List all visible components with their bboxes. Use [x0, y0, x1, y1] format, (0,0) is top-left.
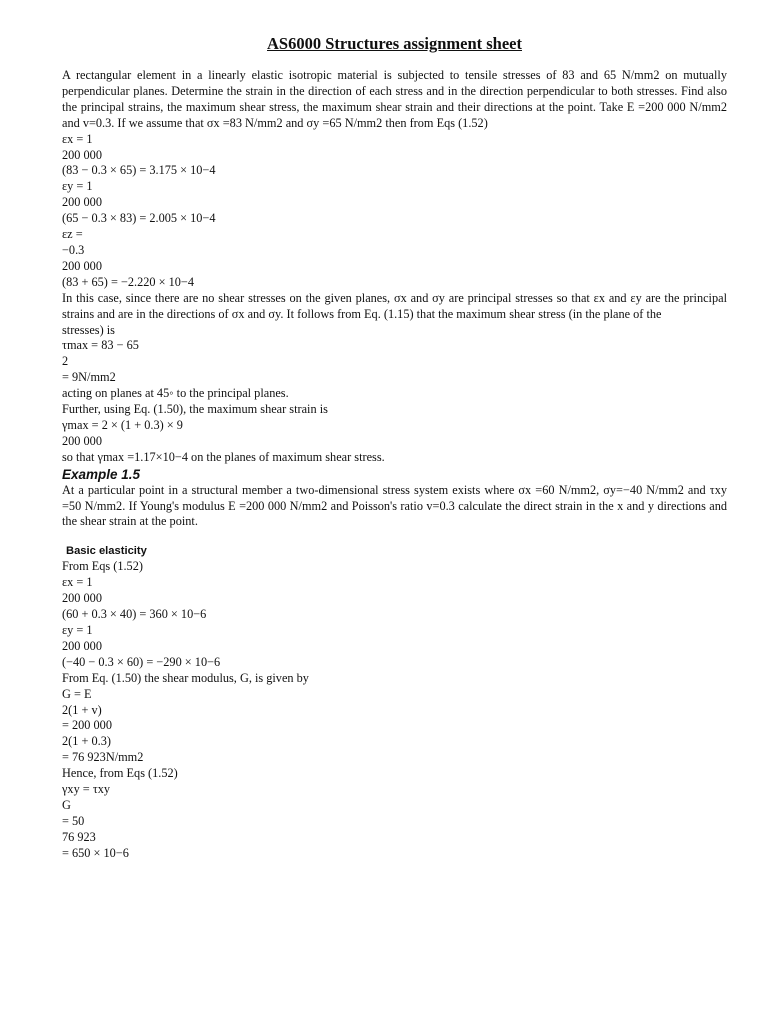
strain-x-denominator: 200 000 [62, 147, 102, 162]
strain-y-expression: (65 − 0.3 × 83) = 2.005 × 10−4 [62, 211, 216, 226]
solution-1 [62, 132, 727, 466]
max-shear-stress-label: τmax = 83 − 65 [62, 338, 139, 353]
so-that-line: so that γmax =1.17×10−4 on the planes of maximum shear stress. [62, 449, 385, 464]
strain-y-label: εy = 1 [62, 623, 93, 637]
acting-planes-line: acting on planes at 45◦ to the principal planes. [62, 386, 289, 401]
example-heading: Example 1.5 [62, 466, 141, 482]
further-line: Further, using Eq. (1.50), the maximum shear strain is [62, 402, 328, 417]
shear-strain-denominator: G [62, 797, 71, 812]
max-shear-strain-denominator: 200 000 [62, 433, 102, 448]
strain-y-expression: (−40 − 0.3 × 60) = −290 × 10−6 [62, 654, 221, 669]
principal-strain-paragraph: In this case, since there are no shear stresses on the given planes, σx and σy are principal stresses so that εx and εy are the principal strains and are in the directions of σx and σy. It follows from Eq. (1.15) that the maximum shear stress (in the plane of the [62, 290, 727, 321]
strain-y-denominator: 200 000 [62, 638, 102, 653]
shear-strain-label: γxy = τxy [62, 782, 111, 797]
hence-line: Hence, from Eqs (1.52) [62, 766, 178, 781]
example-text: At a particular point in a structural member a two-dimensional stress system exists where σx =60 N/mm2, σy=−40 N/mm2 and τxy =50 N/mm2. If Young's modulus E =200 000 N/mm2 and Poisson's ratio v=0.3 calculate the direct strain in the x and y directions and the shear strain at the point. [62, 482, 727, 529]
solution-2 [62, 559, 727, 861]
strain-x-expression: (83 − 0.3 × 65) = 3.175 × 10−4 [62, 163, 216, 178]
strain-x-label: εx = 1 [62, 575, 93, 590]
strain-y-label: εy = 1 [62, 179, 93, 194]
shear-strain-result: = 650 × 10−6 [62, 845, 129, 860]
strain-z-label: εz = [62, 227, 83, 242]
strain-z-numerator: −0.3 [62, 242, 85, 257]
strain-y-denominator: 200 000 [62, 195, 102, 210]
max-shear-stress-denominator: 2 [62, 354, 69, 369]
strain-x-label: εx = 1 [62, 131, 93, 146]
document-page [62, 34, 727, 862]
max-shear-strain-label: γmax = 2 × (1 + 0.3) × 9 [62, 417, 183, 432]
shear-modulus-label: G = E [62, 686, 92, 701]
strain-x-denominator: 200 000 [62, 591, 102, 606]
problem-intro: A rectangular element in a linearly elastic isotropic material is subjected to tensile stresses of 83 and 65 N/mm2 on mutually perpendicular planes. Determine the strain in the direction of each stress and in the direction perpendicular to both stresses. Find also the principal strains, the maximum shear stress, the maximum shear strain and their directions at the point. Take E =200 000 N/mm2 and v=0.3. If we assume that σx =83 N/mm2 and σy =65 N/mm2 then from Eqs (1.52) [62, 68, 727, 130]
shear-modulus-result: = 76 923N/mm2 [62, 750, 144, 765]
shear-modulus-numerator-value: = 200 000 [62, 718, 112, 733]
from-eqs-line: From Eqs (1.52) [62, 559, 143, 574]
stresses-is-line: stresses) is [62, 322, 115, 337]
shear-modulus-intro: From Eq. (1.50) the shear modulus, G, is given by [62, 670, 309, 685]
page-title: AS6000 Structures assignment sheet [267, 34, 522, 53]
strain-z-denominator: 200 000 [62, 258, 102, 273]
strain-x-expression: (60 + 0.3 × 40) = 360 × 10−6 [62, 607, 207, 622]
shear-strain-denominator-value: 76 923 [62, 829, 96, 844]
shear-modulus-denominator-value: 2(1 + 0.3) [62, 734, 111, 749]
shear-modulus-denominator: 2(1 + v) [62, 702, 102, 717]
max-shear-stress-result: = 9N/mm2 [62, 370, 116, 385]
section-heading: Basic elasticity [66, 545, 147, 558]
strain-z-expression: (83 + 65) = −2.220 × 10−4 [62, 274, 195, 289]
shear-strain-numerator-value: = 50 [62, 813, 85, 828]
